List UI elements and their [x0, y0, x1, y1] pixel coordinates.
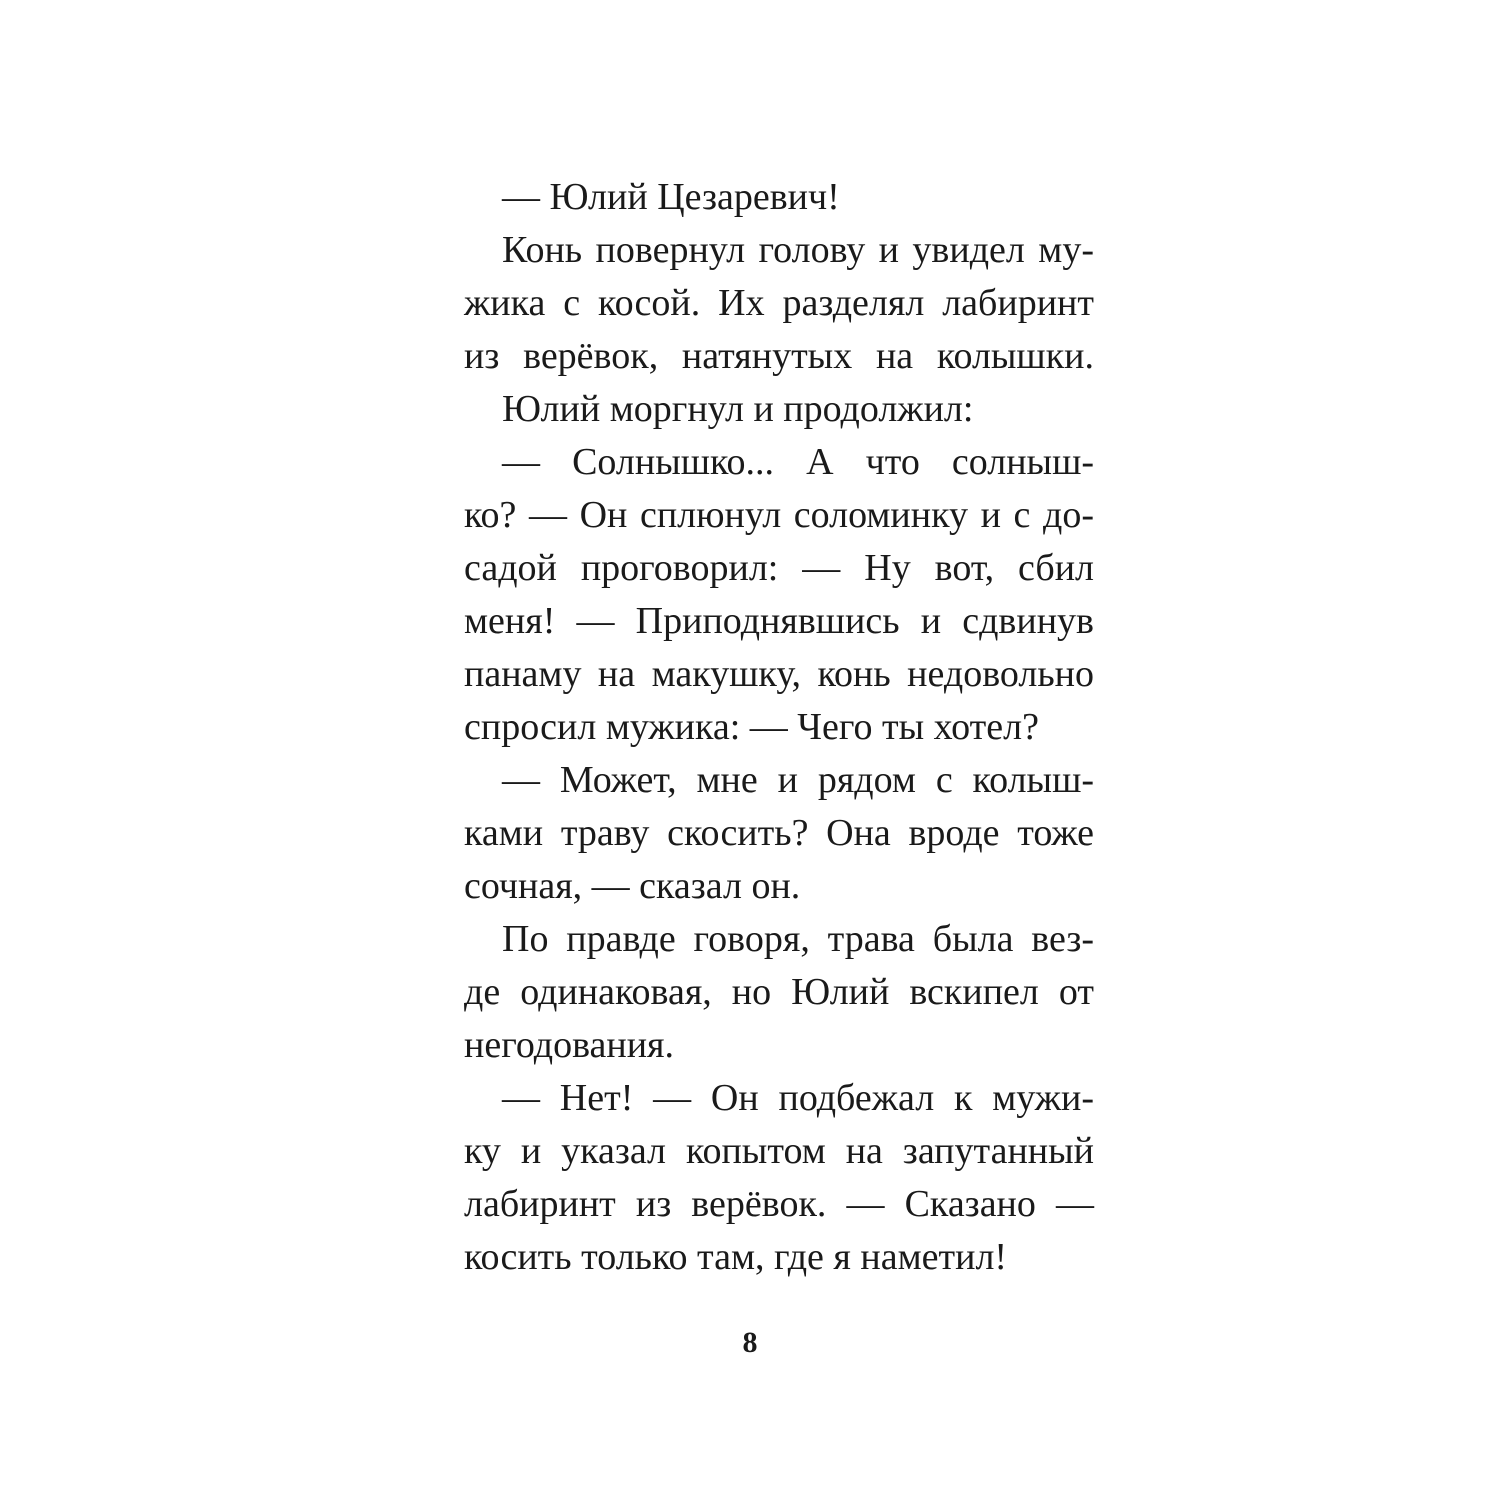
- text-line: жика с косой. Их разделял лабиринт: [464, 282, 1094, 324]
- text-line: — Солнышко... А что солныш-: [502, 441, 1094, 483]
- text-line: из верёвок, натянутых на колышки.: [464, 335, 1094, 377]
- text-line: Юлий моргнул и продолжил:: [502, 388, 974, 430]
- text-line: лабиринт из верёвок. — Сказано —: [464, 1183, 1094, 1225]
- text-line: спросил мужика: — Чего ты хотел?: [464, 706, 1039, 748]
- text-line: сочная, — сказал он.: [464, 865, 801, 907]
- text-line: негодования.: [464, 1024, 675, 1066]
- text-line: меня! — Приподнявшись и сдвинув: [464, 600, 1094, 642]
- text-line: По правде говоря, трава была вез-: [502, 918, 1094, 960]
- text-line: садой проговорил: — Ну вот, сбил: [464, 547, 1094, 589]
- text-line: панаму на макушку, конь недовольно: [464, 653, 1094, 695]
- text-line: де одинаковая, но Юлий вскипел от: [464, 971, 1094, 1013]
- text-line: — Может, мне и рядом с колыш-: [502, 759, 1094, 801]
- text-line: ку и указал копытом на запутанный: [464, 1130, 1094, 1172]
- text-line: косить только там, где я наметил!: [464, 1236, 1008, 1278]
- text-line: ками траву скосить? Она вроде тоже: [464, 812, 1094, 854]
- text-line: Конь повернул голову и увидел му-: [502, 229, 1094, 271]
- page-number: 8: [742, 1326, 758, 1359]
- text-line: ко? — Он сплюнул соломинку и с до-: [464, 494, 1094, 536]
- text-line: — Юлий Цезаревич!: [502, 176, 840, 218]
- text-line: — Нет! — Он подбежал к мужи-: [502, 1077, 1094, 1119]
